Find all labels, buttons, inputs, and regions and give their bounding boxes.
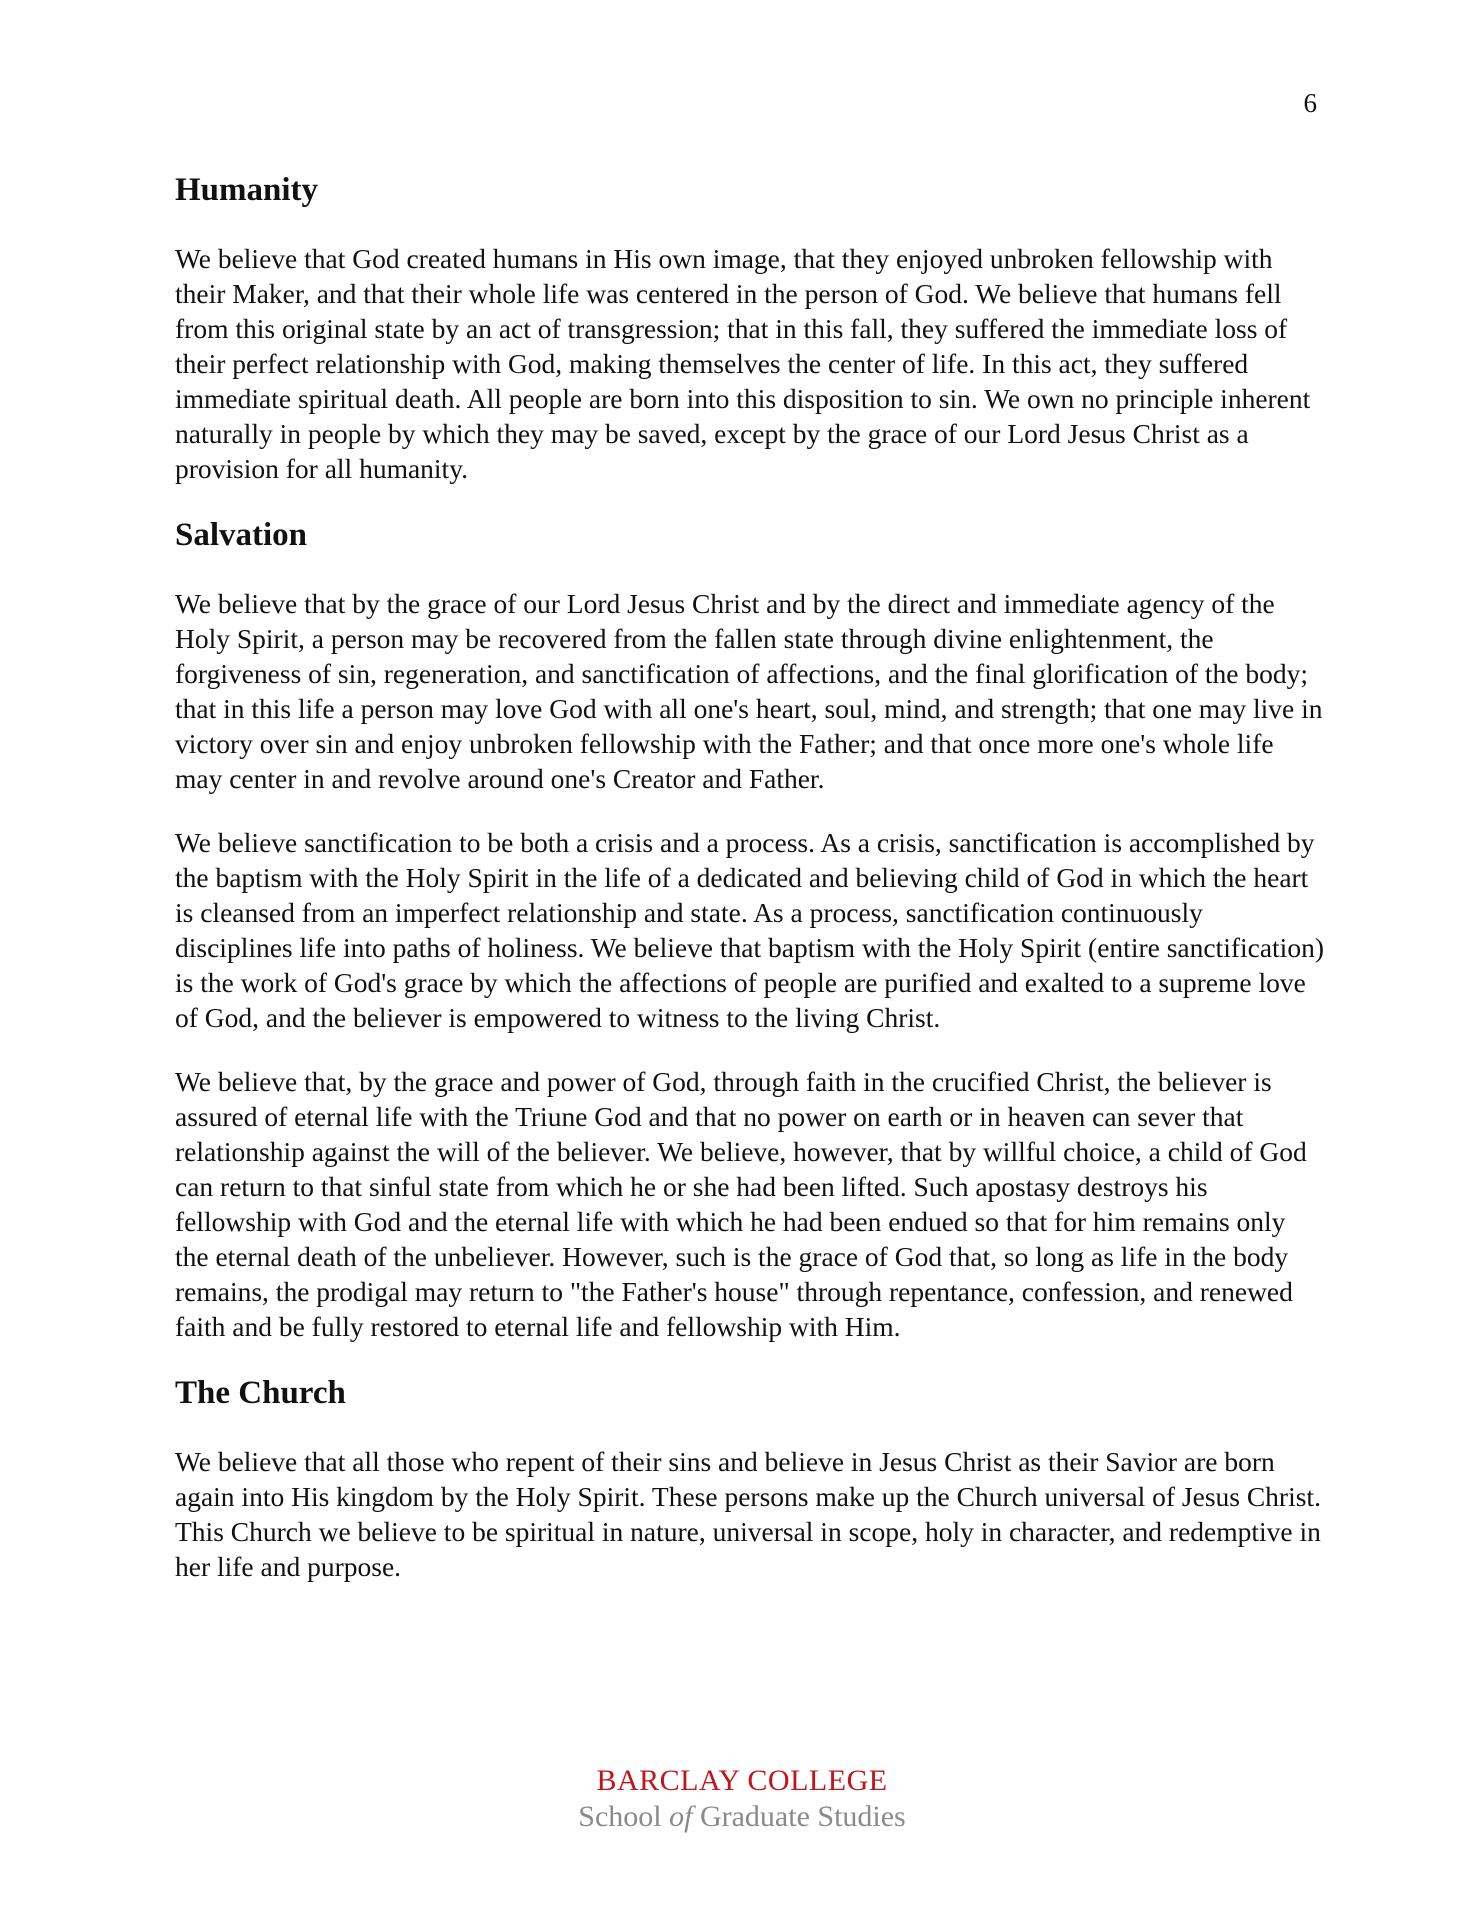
college-name: BARCLAY COLLEGE	[596, 1764, 888, 1797]
school-name	[0, 1799, 1484, 1835]
school-name-suffix: Graduate Studies	[692, 1800, 906, 1833]
section-heading: Salvation	[175, 517, 308, 553]
section-the-church	[175, 1373, 1325, 1584]
school-name-of: of	[669, 1800, 693, 1833]
body-paragraph: We believe sanctification to be both a crisis and a process. As a crisis, sanctification is accomplished by the baptism with the Holy Spirit in the life of a dedicated and believing child of God in which the heart is cleansed from an imperfect relationship and state. As a process, sanctification continuously disciplines life into paths of holiness. We believe that baptism with the Holy Spirit (entire sanctification) is the work of God's grace by which the affections of people are purified and exalted to a supreme love of God, and the believer is empowered to witness to the living Christ.	[175, 827, 1324, 1033]
section-humanity	[175, 170, 1325, 486]
document-body	[175, 170, 1325, 1613]
body-paragraph: We believe that by the grace of our Lord Jesus Christ and by the direct and immediate agency of the Holy Spirit, a person may be recovered from the fallen state through divine enlightenment, the forgiveness of sin, regeneration, and sanctification of affections, and the final glorification of the body; that in this life a person may love God with all one's heart, soul, mind, and strength; that one may live in victory over sin and enjoy unbroken fellowship with the Father; and that once more one's whole life may center in and revolve around one's Creator and Father.	[175, 588, 1323, 794]
body-paragraph: We believe that all those who repent of their sins and believe in Jesus Christ as their Savior are born again into His kingdom by the Holy Spirit. These persons make up the Church universal of Jesus Christ. This Church we believe to be spiritual in nature, universal in scope, holy in character, and redemptive in her life and purpose.	[175, 1446, 1321, 1582]
footer-logo	[0, 1763, 1484, 1835]
section-salvation	[175, 515, 1325, 1344]
school-name-prefix: School	[578, 1800, 670, 1833]
page-number: 6	[1303, 88, 1317, 118]
body-paragraph: We believe that, by the grace and power of God, through faith in the crucified Christ, the believer is assured of eternal life with the Triune God and that no power on earth or in heaven can sever that relationship against the will of the believer. We believe, however, that by willful choice, a child of God can return to that sinful state from which he or she had been lifted. Such apostasy destroys his fellowship with God and the eternal life with which he had been endued so that for him remains only the eternal death of the unbeliever. However, such is the grace of God that, so long as life in the body remains, the prodigal may return to "the Father's house" through repentance, confession, and renewed faith and be fully restored to eternal life and fellowship with Him.	[175, 1066, 1307, 1342]
section-heading: Humanity	[175, 172, 319, 208]
body-paragraph: We believe that God created humans in His own image, that they enjoyed unbroken fellowship with their Maker, and that their whole life was centered in the person of God. We believe that humans fell from this original state by an act of transgression; that in this fall, they suffered the immediate loss of their perfect relationship with God, making themselves the center of life. In this act, they suffered immediate spiritual death. All people are born into this disposition to sin. We own no principle inherent naturally in people by which they may be saved, except by the grace of our Lord Jesus Christ as a provision for all humanity.	[175, 243, 1311, 484]
section-heading: The Church	[175, 1375, 346, 1411]
